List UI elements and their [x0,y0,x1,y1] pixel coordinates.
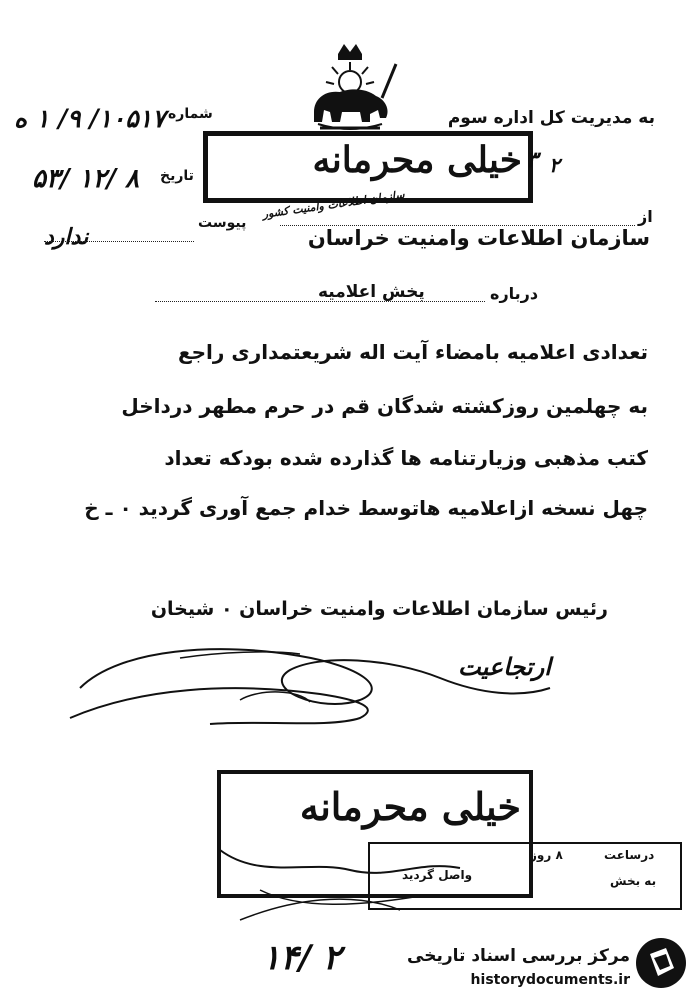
classification-stamp-subtitle: سازمان اطلاعات وامنیت کشور [261,188,406,221]
date-label: تاریخ [160,168,194,184]
received-stamp-text: خیلی محرمانه [299,784,521,829]
number-value: ۱۰۵۱۷/ ۹/ ۱ ه [14,104,166,133]
archive-logo-icon [636,938,686,988]
from-label: از [638,207,653,226]
body-line-1: تعدادی اعلامیه بامضاء آیت اله شریعتمداری راجع [177,340,648,364]
received-stamp-line-1-value: ۸ روز [530,848,563,862]
attachment-dots [44,240,194,242]
body-line-2: به چهلمین روزکشته شدگان قم در حرم مطهر درداخل [121,394,648,418]
signature-scribble-icon [60,628,560,738]
signature-handwritten: ارتجاعیت [458,652,551,681]
body-line-3: کتب مذهبی وزیارتنامه ها گذارده شده بودکه تعداد [164,446,648,470]
from-value: سازمان اطلاعات وامنیت خراسان [307,226,650,250]
side-number: ۲ [549,153,560,177]
received-stamp-line-2-value: واصل گردید [402,868,473,882]
received-stamp-line-2-label: به بخش [610,874,657,888]
date-value: ۵۳/ ۱۲/ ۸ [32,164,139,194]
subject-label: درباره [490,284,539,303]
watermark-org: مرکز بررسی اسناد تاریخی [407,946,630,966]
number-label: شماره [168,106,213,122]
attachment-label: پیوست [198,215,247,231]
lion-and-sun-emblem-icon [300,40,400,135]
stamp-scribble-icon [200,820,520,930]
watermark-url: historydocuments.ir [470,972,630,988]
received-stamp-line-1-label: درساعت [604,848,655,862]
body-line-4: چهل نسخه ازاعلامیه هاتوسط خدام جمع آوری گردید ۰ ـ خ [84,496,648,520]
attachment-value: ندارد [44,224,89,250]
subject-value: پخش اعلامیه [318,282,425,302]
signature-title: رئیس سازمان اطلاعات وامنیت خراسان ۰ شیخان [150,598,608,620]
classification-stamp-text: خیلی محرمانه [312,139,522,181]
margin-note: ۱۴/ ۲ [262,938,342,978]
classification-number: ۳ [526,147,538,173]
recipient-line: به مدیریت کل اداره سوم [447,108,655,128]
